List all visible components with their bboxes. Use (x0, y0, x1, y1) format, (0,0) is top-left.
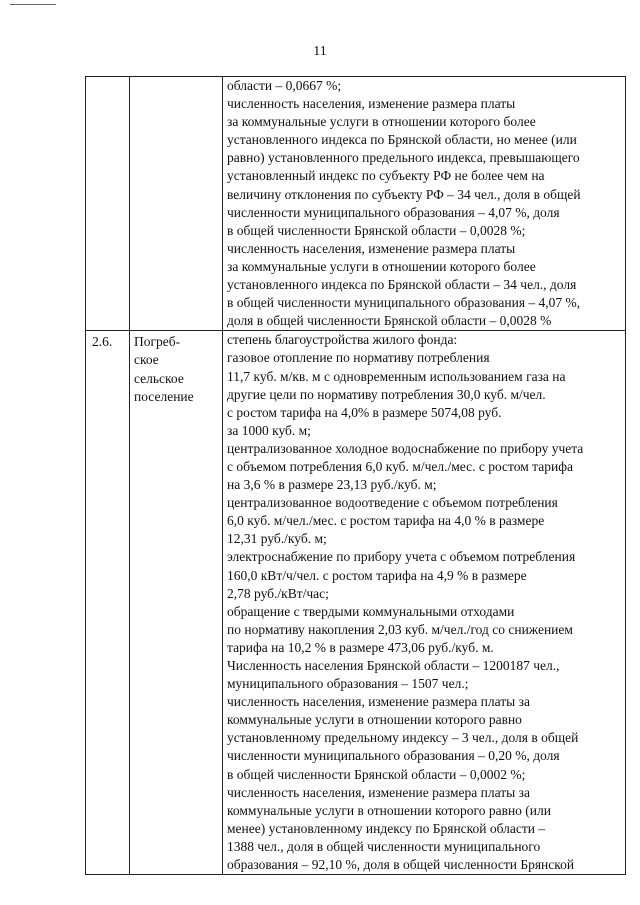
text-line: на 3,6 % в размере 23,13 руб./куб. м; (227, 477, 437, 493)
text-line: в общей численности муниципального образования – 4,07 %, (227, 295, 581, 311)
text-line: в общей численности Брянской области – 0,0002 %; (227, 766, 526, 782)
page-number: 11 (313, 44, 327, 59)
text-line: централизованное водоотведение с объемом потребления (227, 495, 558, 511)
text-line: области – 0,0667 %; (227, 78, 342, 93)
text-line: за 1000 куб. м; (227, 422, 311, 438)
text-line: численность населения, изменение размера платы (227, 240, 516, 256)
text-line: 11,7 куб. м/кв. м с одновременным использованием газа на (227, 368, 566, 384)
text-line: численности муниципального образования – 0,20 %, доля (227, 748, 560, 764)
text-line: установленному предельному индексу – 3 чел., доля в общей (227, 730, 579, 746)
text-line: величину отклонения по субъекту РФ – 34 чел., доля в общей (227, 186, 581, 202)
text-line: численности муниципального образования – 4,07 %, доля (227, 204, 560, 220)
settlement-name-line: Погреб- (134, 334, 181, 350)
text-line: численность населения, изменение размера платы за (227, 694, 530, 710)
row-number-cell: 2.6. (86, 331, 130, 875)
text-line: 12,31 руб./куб. м; (227, 531, 327, 547)
text-line: образования – 92,10 %, доля в общей численности Брянской (227, 857, 575, 873)
text-line: муниципального образования – 1507 чел.; (227, 676, 469, 692)
text-line: за коммунальные услуги в отношении которого более (227, 258, 536, 274)
text-line: менее) установленному индексу по Брянской области – (227, 820, 546, 836)
settlement-name-cell (130, 331, 223, 875)
text-line: коммунальные услуги в отношении которого равно (или (227, 802, 551, 818)
text-line: по нормативу накопления 2,03 куб. м/чел./год со снижением (227, 621, 573, 637)
text-line: тарифа на 10,2 % в размере 473,06 руб./куб. м. (227, 639, 494, 655)
text-line: численность населения, изменение размера платы (227, 96, 516, 112)
document-table (85, 76, 626, 875)
row-number-cell (86, 77, 130, 331)
text-line: обращение с твердыми коммунальными отходами (227, 603, 515, 619)
text-line: с объемом потребления 6,0 куб. м/чел./мес. с ростом тарифа (227, 458, 573, 474)
settlement-name-line: ское (134, 352, 159, 368)
table-row (86, 331, 626, 875)
settlement-name-line: сельское (134, 370, 184, 386)
text-line: 160,0 кВт/ч/чел. с ростом тарифа на 4,9 % в размере (227, 567, 527, 583)
settlement-name-cell (130, 77, 223, 331)
text-line: за коммунальные услуги в отношении которого более (227, 114, 536, 130)
text-line: электроснабжение по прибору учета с объемом потребления (227, 549, 576, 565)
settlement-name-line: поселение (134, 388, 194, 404)
text-line: 2,78 руб./кВт/час; (227, 585, 329, 601)
text-line: установленного индекса по Брянской области, но менее (или (227, 132, 577, 148)
scan-corner-mark (10, 4, 56, 5)
text-line: централизованное холодное водоснабжение по прибору учета (227, 440, 584, 456)
text-line: в общей численности Брянской области – 0,0028 %; (227, 222, 526, 238)
text-line: с ростом тарифа на 4,0% в размере 5074,08 руб. (227, 404, 502, 420)
text-line: 6,0 куб. м/чел./мес. с ростом тарифа на 4,0 % в размере (227, 513, 545, 529)
text-line: равно) установленного предельного индекса, превышающего (227, 150, 580, 166)
description-cell (223, 77, 626, 331)
text-line: установленный индекс по субъекту РФ не более чем на (227, 168, 545, 184)
text-line: 1388 чел., доля в общей численности муниципального (227, 838, 541, 854)
text-line: степень благоустройства жилого фонда: (227, 332, 458, 348)
table-row (86, 77, 626, 331)
description-cell (223, 331, 626, 875)
text-line: другие цели по нормативу потребления 30,0 куб. м/чел. (227, 386, 546, 402)
text-line: численность населения, изменение размера платы за (227, 784, 530, 800)
text-line: Численность населения Брянской области – 1200187 чел., (227, 658, 560, 673)
text-line: установленного индекса по Брянской области – 34 чел., доля (227, 277, 577, 293)
text-line: коммунальные услуги в отношении которого равно (227, 712, 522, 728)
text-line: газовое отопление по нормативу потребления (227, 350, 490, 366)
text-line: доля в общей численности Брянской области – 0,0028 % (227, 313, 552, 329)
